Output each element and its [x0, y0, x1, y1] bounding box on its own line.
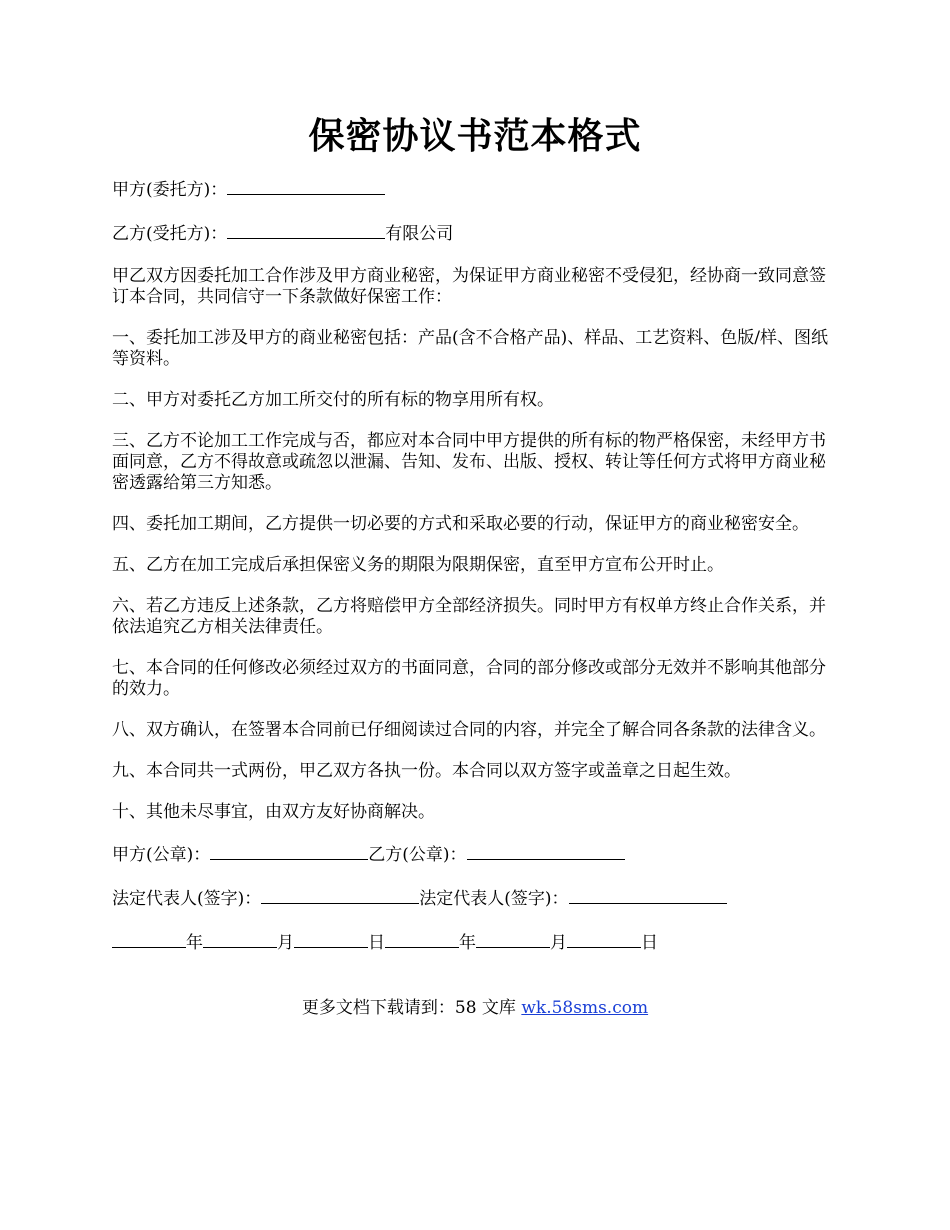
year-a-label: 年	[186, 933, 203, 953]
footer-text: 更多文档下载请到：58 文库	[301, 998, 522, 1018]
clause-9: 九、本合同共一式两份，甲乙双方各执一份。本合同以双方签字或盖章之日起生效。	[112, 761, 741, 781]
intro-paragraph: 甲乙双方因委托加工合作涉及甲方商业秘密，为保证甲方商业秘密不受侵犯，经协商一致同意签订本合同，共同信守一下条款做好保密工作：	[112, 266, 826, 307]
year-a-blank	[112, 931, 186, 948]
seal-line	[112, 843, 842, 866]
clause-1: 一、委托加工涉及甲方的商业秘密包括：产品(含不合格产品)、样品、工艺资料、色版/样、图纸等资料。	[112, 328, 828, 369]
clause-7: 七、本合同的任何修改必须经过双方的书面同意，合同的部分修改或部分无效并不影响其他部分的效力。	[112, 658, 826, 699]
rep-a-label: 法定代表人(签字)：	[112, 889, 262, 909]
seal-a-label: 甲方(公章)：	[112, 845, 211, 865]
party-b-line	[112, 222, 842, 245]
party-b-suffix: 有限公司	[385, 224, 454, 244]
clause-3: 三、乙方不论加工工作完成与否，都应对本合同中甲方提供的所有标的物严格保密，未经甲方书面同意，乙方不得故意或疏忽以泄漏、告知、发布、出版、授权、转让等任何方式将甲方商业秘密透露给第三方知悉。	[112, 431, 826, 493]
document-title: 保密协议书范本格式	[308, 115, 642, 157]
clause-5: 五、乙方在加工完成后承担保密义务的期限为限期保密，直至甲方宣布公开时止。	[112, 555, 724, 575]
clause-2: 二、甲方对委托乙方加工所交付的所有标的物享用所有权。	[112, 390, 554, 410]
party-a-label: 甲方(委托方)：	[112, 180, 228, 200]
representative-line	[112, 887, 842, 910]
document-body	[112, 178, 842, 975]
month-b-blank	[476, 931, 550, 948]
clause-10: 十、其他未尽事宜，由双方友好协商解决。	[112, 802, 435, 822]
date-line	[112, 931, 842, 954]
seal-b-label: 乙方(公章)：	[368, 845, 467, 865]
party-b-blank	[227, 222, 385, 239]
day-b-label: 日	[641, 933, 658, 953]
month-b-label: 月	[550, 933, 567, 953]
footer-link[interactable]: wk.58sms.com	[521, 998, 649, 1018]
seal-b-blank	[467, 843, 625, 860]
month-a-blank	[203, 931, 277, 948]
clause-6: 六、若乙方违反上述条款，乙方将赔偿甲方全部经济损失。同时甲方有权单方终止合作关系，并依法追究乙方相关法律责任。	[112, 596, 826, 637]
seal-a-blank	[210, 843, 368, 860]
party-a-line	[112, 178, 842, 201]
day-b-blank	[567, 931, 641, 948]
year-b-blank	[385, 931, 459, 948]
day-a-blank	[294, 931, 368, 948]
clause-8: 八、双方确认，在签署本合同前已仔细阅读过合同的内容，并完全了解合同各条款的法律含义。	[112, 720, 826, 740]
month-a-label: 月	[277, 933, 294, 953]
party-b-label: 乙方(受托方)：	[112, 224, 228, 244]
day-a-label: 日	[368, 933, 385, 953]
footer	[0, 997, 950, 1019]
rep-b-label: 法定代表人(签字)：	[419, 889, 569, 909]
rep-a-blank	[261, 887, 419, 904]
party-a-blank	[227, 178, 385, 195]
rep-b-blank	[569, 887, 727, 904]
year-b-label: 年	[459, 933, 476, 953]
clause-4: 四、委托加工期间，乙方提供一切必要的方式和采取必要的行动，保证甲方的商业秘密安全。	[112, 514, 809, 534]
